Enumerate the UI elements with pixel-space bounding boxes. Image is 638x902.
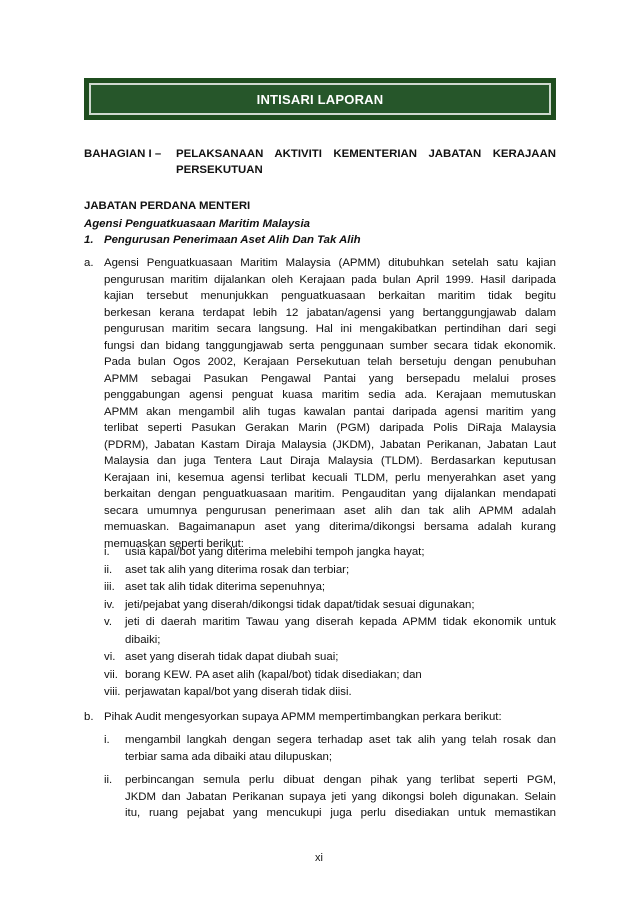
finding-text: jeti di daerah maritim Tawau yang diserah kepada APMM tidak ekonomik untuk [125, 616, 556, 628]
recommendation-marker: i. [104, 734, 110, 746]
finding-text: aset tak alih tidak diterima sepenuhnya; [125, 581, 326, 593]
finding-marker: vii. [104, 668, 118, 681]
paragraph-a-line: berkaitan dengan penguatkuasaan maritim. Pengauditan yang dijalankan mendapati [104, 488, 556, 500]
item-heading: Pengurusan Penerimaan Aset Alih Dan Tak Alih [104, 234, 361, 246]
item-number: 1. [84, 234, 94, 246]
paragraph-a-line: pengurusan maritim dijalankan oleh Kerajaan pada bulan April 1999. Hasil daripada [104, 273, 556, 286]
finding-text: perjawatan kapal/bot yang diserah tidak diisi. [125, 686, 352, 698]
paragraph-a-line: Malaysia dan juga Tentera Laut Diraja Malaysia (TLDM). Berdasarkan keputusan [104, 455, 556, 467]
finding-marker: iv. [104, 598, 115, 611]
paragraph-a-line: memuaskan. Bagaimanapun aset yang diterima/dikongsi bersama adalah kurang [104, 521, 556, 533]
paragraph-a-line: Kerajaan ini, kesemua agensi terlibat kecuali TLDM, perlu menyerahkan aset yang [104, 471, 556, 484]
section-label: BAHAGIAN I – [84, 148, 162, 160]
recommendation-text: mengambil langkah dengan segera terhadap aset tak alih yang telah rosak dan [125, 734, 556, 746]
paragraph-a-line: fungsi dan bidang tanggungjawab serta penggunaan sumber secara tidak ekonomik. [104, 339, 556, 352]
paragraph-b-marker: b. [84, 711, 94, 723]
recommendation-text: terbiar sama ada dibaiki atau dilupuskan; [125, 750, 333, 763]
finding-marker: ii. [104, 563, 113, 576]
finding-text: usia kapal/bot yang diterima melebihi tempoh jangka hayat; [125, 546, 425, 558]
finding-text: dibaiki; [125, 633, 161, 646]
finding-text: aset yang diserah tidak dapat diubah suai; [125, 651, 339, 663]
finding-text: aset tak alih yang diterima rosak dan terbiar; [125, 563, 350, 576]
agency-heading: Agensi Penguatkuasaan Maritim Malaysia [84, 218, 310, 230]
ministry-heading: JABATAN PERDANA MENTERI [84, 200, 251, 212]
recommendation-text: perbincangan semula perlu dibuat dengan pihak yang terlibat seperti PGM, [125, 774, 556, 786]
finding-marker: i. [104, 546, 110, 558]
paragraph-a-line: pengurusan maritim secara langsung. Hal ini mengakibatkan pertindihan dari segi [104, 323, 556, 335]
paragraph-a-line: secara umumnya pengurusan penerimaan aset alih dan tak alih APMM adalah [104, 504, 556, 517]
paragraph-a-line: (PDRM), Jabatan Kastam Diraja Malaysia (JKDM), Jabatan Perikanan, Jabatan Laut [104, 438, 556, 451]
paragraph-a-line: berkesan kerana terdapat lebih 12 jabatan/agensi yang bertanggungjawab dalam [104, 306, 556, 319]
section-title-line2: PERSEKUTUAN [176, 164, 263, 176]
finding-marker: iii. [104, 581, 115, 593]
finding-marker: vi. [104, 651, 116, 663]
paragraph-a-line: Agensi Penguatkuasaan Maritim Malaysia (APMM) ditubuhkan setelah satu kajian [104, 257, 556, 269]
finding-text: jeti/pejabat yang diserah/dikongsi tidak dapat/tidak sesuai digunakan; [125, 598, 475, 611]
paragraph-a-line: terlibat seperti Pasukan Gerakan Marin (PGM) daripada Polis DiRaja Malaysia [104, 422, 556, 434]
finding-text: borang KEW. PA aset alih (kapal/bot) tidak disediakan; dan [125, 668, 422, 681]
recommendation-text: JKDM dan Jabatan Perikanan supaya jeti yang dikongsi boleh digunakan. Selain [125, 790, 556, 803]
paragraph-a-line: Pada bulan Ogos 2002, Kerajaan Persekutuan telah bersetuju dengan penubuhan [104, 356, 556, 368]
summary-banner [84, 78, 556, 120]
finding-marker: v. [104, 616, 113, 628]
summary-banner-frame [89, 83, 551, 115]
paragraph-a-line: kajian tersebut menunjukkan penguatkuasaan berkaitan maritim tidak begitu [104, 290, 556, 302]
page-number: xi [315, 852, 323, 864]
paragraph-a-line: penggabungan agensi penguat kuasa maritim sedia ada. Kerajaan memutuskan [104, 389, 556, 401]
paragraph-a-marker: a. [84, 257, 94, 269]
section-title-line1: PELAKSANAAN AKTIVITI KEMENTERIAN JABATAN KERAJAAN [176, 148, 556, 160]
paragraph-a-line: APMM akan mengambil alih tugas kawalan pantai daripada agensi maritim yang [104, 405, 556, 418]
recommendation-text: itu, ruang pejabat yang mencukupi juga perlu disediakan untuk memastikan [125, 807, 556, 819]
recommendation-marker: ii. [104, 774, 113, 786]
banner-title: INTISARI LAPORAN [256, 91, 384, 107]
paragraph-a-line: APMM sebagai Pasukan Pengawal Pantai yang bersepadu melalui proses [104, 372, 556, 385]
paragraph-b-text: Pihak Audit mengesyorkan supaya APMM mempertimbangkan perkara berikut: [104, 711, 502, 723]
finding-marker: viii. [104, 686, 121, 698]
paragraph-a-line: memuaskan seperti berikut: [104, 537, 244, 550]
